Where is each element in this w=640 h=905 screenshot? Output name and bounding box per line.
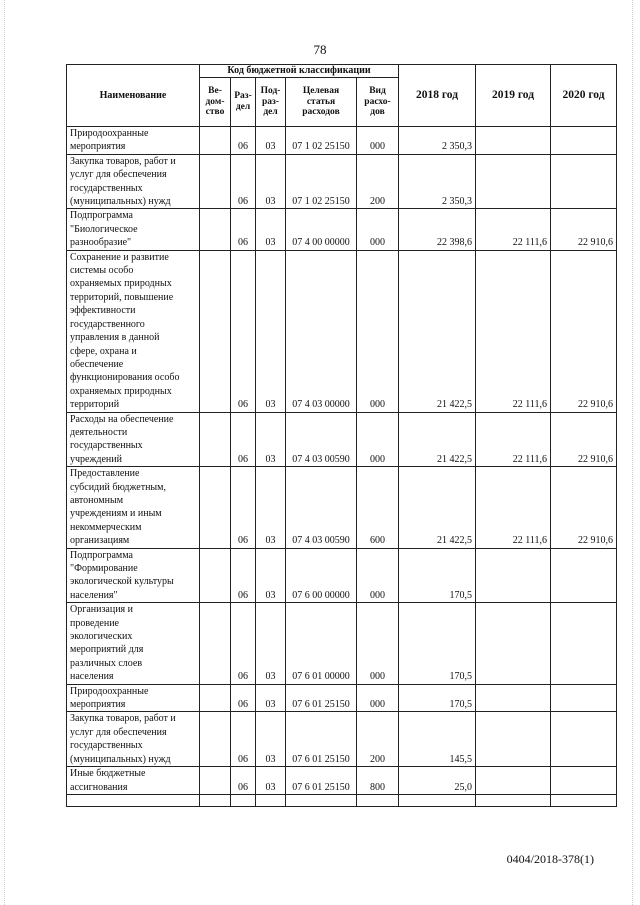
table-row xyxy=(67,467,617,548)
cell-vedomstvo xyxy=(200,684,231,712)
cell-podrazdel: 03 xyxy=(256,412,286,467)
column-header-2018: 2018 год xyxy=(399,65,476,127)
cell-vid: 000 xyxy=(357,684,399,712)
cell-vid: 000 xyxy=(357,127,399,155)
column-header-2020: 2020 год xyxy=(551,65,617,127)
cell-2019 xyxy=(476,127,551,155)
cell-name: Иные бюджетные ассигнования xyxy=(67,767,200,795)
cell-razdel: 06 xyxy=(231,250,256,412)
cell-vid: 000 xyxy=(357,250,399,412)
cell-vid: 000 xyxy=(357,548,399,603)
cell-2019 xyxy=(476,684,551,712)
cell-podrazdel: 03 xyxy=(256,712,286,767)
table-row xyxy=(67,767,617,795)
cell-2018: 145,5 xyxy=(399,712,476,767)
cell-2020: 22 910,6 xyxy=(551,412,617,467)
cell-2019: 22 111,6 xyxy=(476,250,551,412)
cell-vedomstvo xyxy=(200,250,231,412)
table-row xyxy=(67,127,617,155)
cell-2018: 21 422,5 xyxy=(399,467,476,548)
cell-vid xyxy=(357,794,399,806)
cell-target: 07 6 00 00000 xyxy=(286,548,357,603)
table-body xyxy=(67,127,617,807)
cell-2020 xyxy=(551,603,617,684)
scan-edge-left xyxy=(4,0,6,905)
cell-name: Закупка товаров, работ и услуг для обеспечения государственных (муниципальных) нужд xyxy=(67,712,200,767)
cell-2020: 22 910,6 xyxy=(551,467,617,548)
column-header-name: Наименование xyxy=(67,65,200,127)
cell-2020 xyxy=(551,548,617,603)
cell-2020 xyxy=(551,684,617,712)
cell-vid: 000 xyxy=(357,603,399,684)
cell-2020 xyxy=(551,712,617,767)
cell-2018: 22 398,6 xyxy=(399,209,476,250)
cell-vid: 000 xyxy=(357,412,399,467)
cell-2019: 22 111,6 xyxy=(476,467,551,548)
cell-target: 07 6 01 25150 xyxy=(286,712,357,767)
cell-name: Расходы на обеспечение деятельности государственных учреждений xyxy=(67,412,200,467)
table-row xyxy=(67,154,617,209)
table-row xyxy=(67,412,617,467)
column-header-razdel: Раз- дел xyxy=(231,78,256,127)
cell-podrazdel: 03 xyxy=(256,603,286,684)
cell-name: Природоохранные мероприятия xyxy=(67,684,200,712)
cell-2019 xyxy=(476,548,551,603)
table-row xyxy=(67,684,617,712)
cell-podrazdel: 03 xyxy=(256,467,286,548)
cell-podrazdel: 03 xyxy=(256,250,286,412)
cell-podrazdel: 03 xyxy=(256,767,286,795)
cell-vedomstvo xyxy=(200,794,231,806)
cell-name: Сохранение и развитие системы особо охраняемых природных территорий, повышение эффективности государственного управления в данной сфере, охрана и обеспечение функционирования особо охраняемых природных территорий xyxy=(67,250,200,412)
cell-vedomstvo xyxy=(200,712,231,767)
cell-2018: 170,5 xyxy=(399,603,476,684)
cell-2018: 170,5 xyxy=(399,548,476,603)
column-header-podrazdel: Под- раз- дел xyxy=(256,78,286,127)
cell-podrazdel: 03 xyxy=(256,154,286,209)
cell-target: 07 1 02 25150 xyxy=(286,127,357,155)
column-header-2019: 2019 год xyxy=(476,65,551,127)
cell-2019 xyxy=(476,767,551,795)
document-code: 0404/2018-378(1) xyxy=(506,852,594,866)
cell-2019: 22 111,6 xyxy=(476,412,551,467)
cell-2020: 22 910,6 xyxy=(551,209,617,250)
cell-vid: 800 xyxy=(357,767,399,795)
cell-vid: 200 xyxy=(357,712,399,767)
cell-podrazdel xyxy=(256,794,286,806)
cell-2018: 2 350,3 xyxy=(399,127,476,155)
table-row xyxy=(67,548,617,603)
cell-2020 xyxy=(551,794,617,806)
cell-razdel: 06 xyxy=(231,209,256,250)
cell-vedomstvo xyxy=(200,127,231,155)
cell-name: Подпрограмма "Биологическое разнообразие" xyxy=(67,209,200,250)
cell-2019 xyxy=(476,603,551,684)
cell-target xyxy=(286,794,357,806)
cell-2020 xyxy=(551,127,617,155)
cell-target: 07 6 01 25150 xyxy=(286,767,357,795)
column-header-target: Целевая статья расходов xyxy=(286,78,357,127)
cell-vedomstvo xyxy=(200,412,231,467)
table-row xyxy=(67,712,617,767)
cell-2020: 22 910,6 xyxy=(551,250,617,412)
cell-razdel xyxy=(231,794,256,806)
cell-name: Организация и проведение экологических мероприятий для различных слоев населения xyxy=(67,603,200,684)
cell-vedomstvo xyxy=(200,209,231,250)
cell-target: 07 6 01 00000 xyxy=(286,603,357,684)
cell-vedomstvo xyxy=(200,767,231,795)
table-row xyxy=(67,794,617,806)
cell-2019 xyxy=(476,712,551,767)
cell-2020 xyxy=(551,767,617,795)
cell-podrazdel: 03 xyxy=(256,127,286,155)
table-row xyxy=(67,603,617,684)
column-header-vedomstvo: Ве- дом- ство xyxy=(200,78,231,127)
cell-2018: 21 422,5 xyxy=(399,250,476,412)
table-row xyxy=(67,209,617,250)
cell-vedomstvo xyxy=(200,154,231,209)
cell-2018: 2 350,3 xyxy=(399,154,476,209)
cell-target: 07 6 01 25150 xyxy=(286,684,357,712)
page-number: 78 xyxy=(313,42,327,57)
column-group-budget-code: Код бюджетной классификации xyxy=(200,65,399,78)
cell-podrazdel: 03 xyxy=(256,209,286,250)
cell-target: 07 1 02 25150 xyxy=(286,154,357,209)
table-row xyxy=(67,250,617,412)
cell-2018: 21 422,5 xyxy=(399,412,476,467)
cell-2018: 170,5 xyxy=(399,684,476,712)
cell-razdel: 06 xyxy=(231,684,256,712)
column-header-vid: Вид расхо- дов xyxy=(357,78,399,127)
cell-2020 xyxy=(551,154,617,209)
cell-razdel: 06 xyxy=(231,712,256,767)
cell-razdel: 06 xyxy=(231,767,256,795)
cell-vid: 000 xyxy=(357,209,399,250)
cell-podrazdel: 03 xyxy=(256,548,286,603)
cell-razdel: 06 xyxy=(231,127,256,155)
cell-target: 07 4 03 00590 xyxy=(286,467,357,548)
cell-target: 07 4 00 00000 xyxy=(286,209,357,250)
cell-2018 xyxy=(399,794,476,806)
cell-2019: 22 111,6 xyxy=(476,209,551,250)
cell-name: Подпрограмма "Формирование экологической культуры населения" xyxy=(67,548,200,603)
cell-razdel: 06 xyxy=(231,548,256,603)
cell-2019 xyxy=(476,794,551,806)
cell-name: Закупка товаров, работ и услуг для обеспечения государственных (муниципальных) нужд xyxy=(67,154,200,209)
cell-razdel: 06 xyxy=(231,467,256,548)
cell-vedomstvo xyxy=(200,548,231,603)
cell-target: 07 4 03 00590 xyxy=(286,412,357,467)
cell-vedomstvo xyxy=(200,467,231,548)
cell-name: Предоставление субсидий бюджетным, автономным учреждениям и иным некоммерческим организациям xyxy=(67,467,200,548)
cell-razdel: 06 xyxy=(231,603,256,684)
cell-vid: 600 xyxy=(357,467,399,548)
cell-razdel: 06 xyxy=(231,412,256,467)
cell-name: Природоохранные мероприятия xyxy=(67,127,200,155)
cell-2019 xyxy=(476,154,551,209)
cell-vid: 200 xyxy=(357,154,399,209)
cell-podrazdel: 03 xyxy=(256,684,286,712)
budget-table xyxy=(66,64,617,807)
cell-name xyxy=(67,794,200,806)
scan-edge-right xyxy=(632,0,634,905)
cell-2018: 25,0 xyxy=(399,767,476,795)
cell-target: 07 4 03 00000 xyxy=(286,250,357,412)
cell-razdel: 06 xyxy=(231,154,256,209)
cell-vedomstvo xyxy=(200,603,231,684)
